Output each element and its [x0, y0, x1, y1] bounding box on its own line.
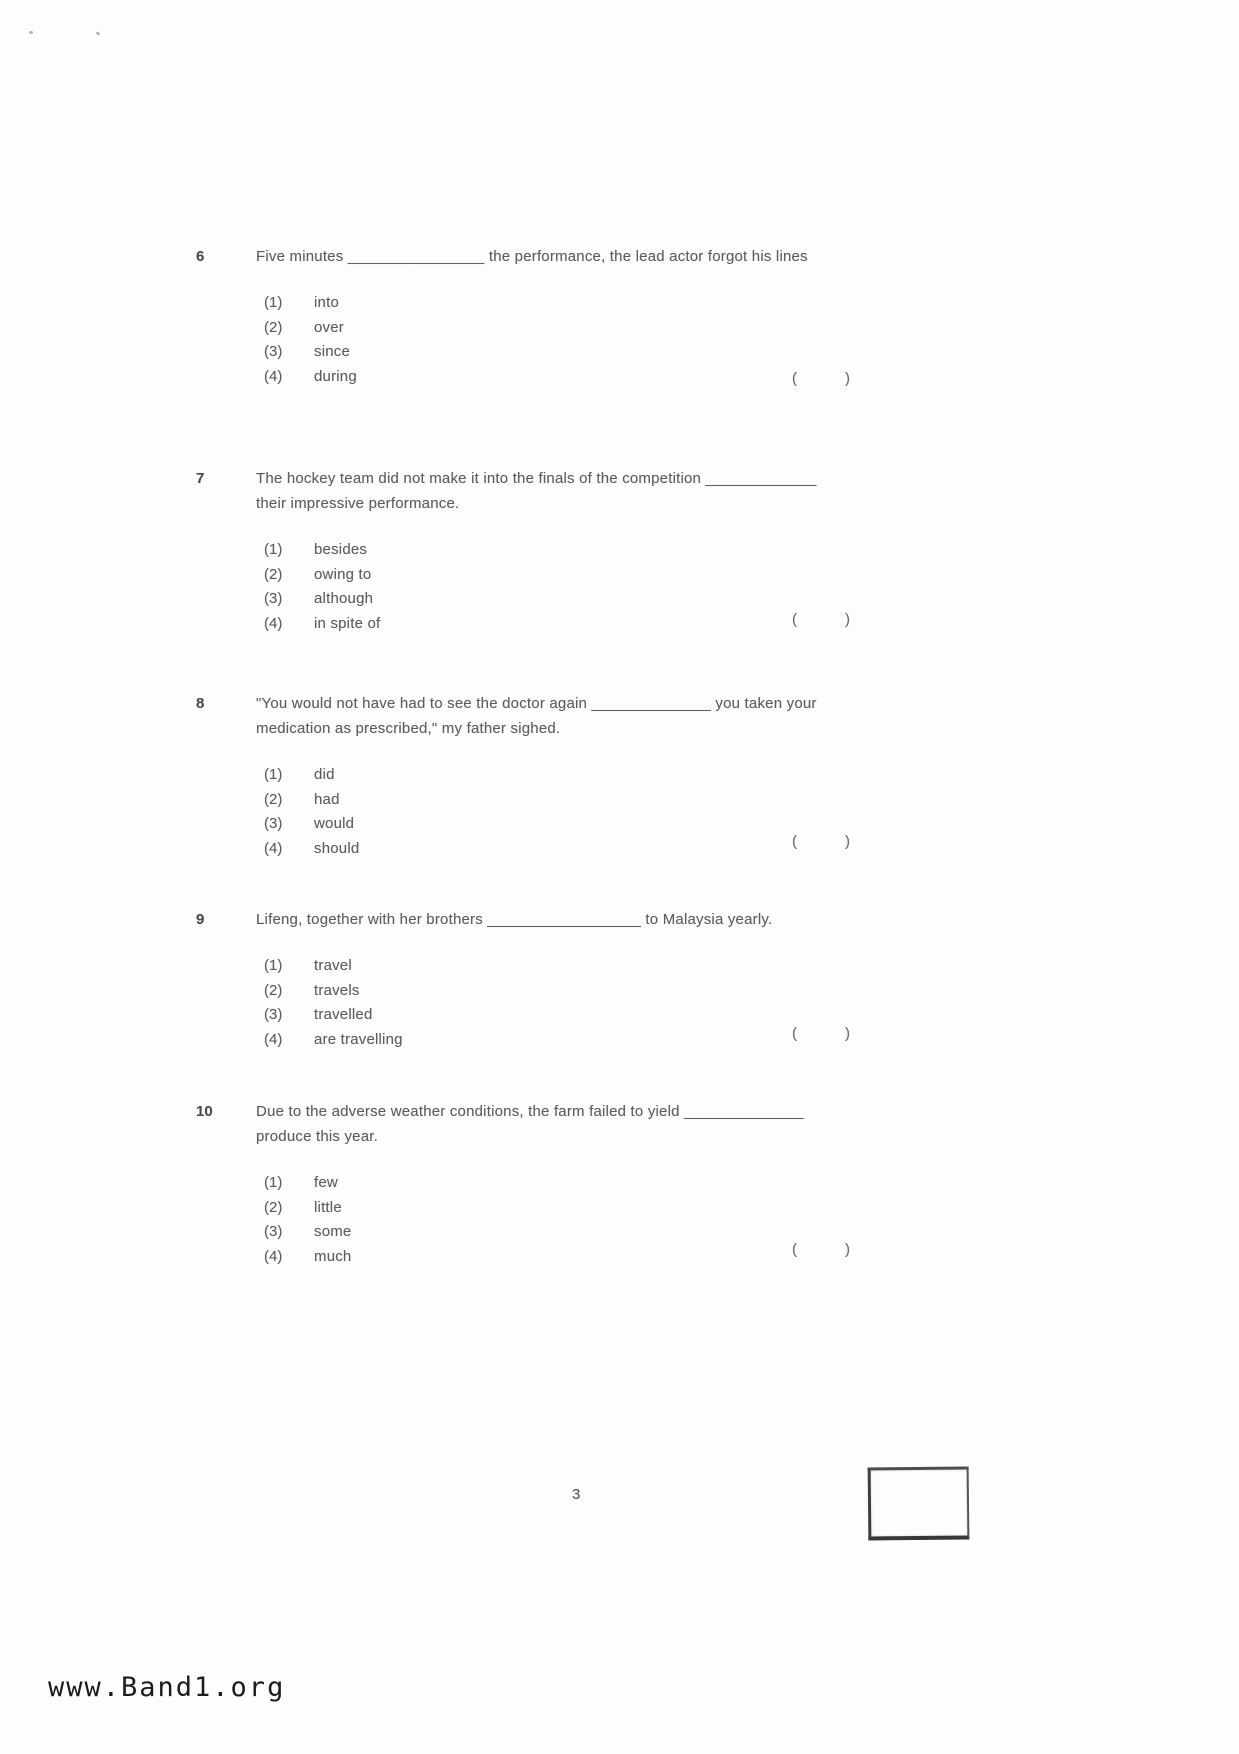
stem-line: medication as prescribed," my father sighed.: [256, 720, 561, 737]
answer-brackets: [792, 1237, 850, 1262]
option-row: [264, 1028, 986, 1053]
option-label: (2): [264, 1198, 283, 1216]
option-label: (2): [264, 790, 283, 808]
question-stem: [256, 466, 986, 516]
option-label: (2): [264, 565, 283, 583]
option-text: had: [314, 790, 340, 808]
option-text: owing to: [314, 565, 372, 583]
answer-brackets: [792, 366, 850, 391]
option-label: (1): [264, 541, 283, 558]
option-label: (4): [264, 367, 283, 385]
option-row: [264, 1220, 986, 1245]
options-list: [264, 1171, 986, 1269]
question-stem: [256, 691, 986, 741]
option-row: [264, 979, 986, 1004]
question-number: 7: [196, 470, 205, 487]
option-label: (1): [264, 766, 283, 783]
option-text: travelled: [314, 1006, 373, 1023]
option-row: [264, 812, 986, 837]
options-list: [264, 954, 986, 1052]
question-6: [196, 244, 986, 389]
option-text: although: [314, 590, 374, 607]
option-row: [264, 763, 986, 788]
question-10: [196, 1099, 986, 1269]
option-text: little: [314, 1198, 342, 1216]
option-text: did: [314, 766, 335, 783]
option-text: are travelling: [314, 1030, 403, 1048]
option-row: [264, 340, 986, 365]
option-row: [264, 837, 986, 862]
stem-line: produce this year.: [256, 1128, 379, 1145]
option-text: since: [314, 343, 351, 360]
option-text: much: [314, 1247, 352, 1265]
option-text: travels: [314, 981, 360, 999]
option-text: during: [314, 367, 357, 385]
option-label: (1): [264, 294, 283, 311]
stem-line: Due to the adverse weather conditions, the farm failed to yield ______________: [256, 1103, 804, 1120]
option-label: (4): [264, 614, 283, 632]
option-label: (3): [264, 1006, 283, 1023]
option-text: travel: [314, 957, 352, 974]
bracket-close-paren: ): [845, 1241, 850, 1258]
answer-brackets: [792, 607, 850, 632]
question-number: 10: [196, 1103, 213, 1120]
option-text: over: [314, 318, 344, 336]
option-text: few: [314, 1174, 338, 1191]
option-row: [264, 316, 986, 341]
scan-speck: [29, 31, 33, 34]
option-row: [264, 563, 986, 588]
option-label: (3): [264, 343, 283, 360]
bracket-open-paren: (: [792, 1025, 797, 1042]
option-label: (4): [264, 1247, 283, 1265]
question-stem: [256, 907, 986, 932]
options-list: [264, 763, 986, 861]
question-9: [196, 907, 986, 1052]
question-7: [196, 466, 986, 636]
question-number: 8: [196, 695, 205, 712]
page-number: 3: [572, 1486, 581, 1503]
option-label: (2): [264, 318, 283, 336]
option-label: (3): [264, 815, 283, 832]
option-row: [264, 291, 986, 316]
option-label: (4): [264, 839, 283, 857]
option-text: should: [314, 839, 360, 857]
question-stem: [256, 1099, 986, 1149]
stem-line: The hockey team did not make it into the finals of the competition _____________: [256, 470, 817, 487]
option-label: (3): [264, 590, 283, 607]
question-number: 9: [196, 911, 205, 928]
option-text: besides: [314, 541, 368, 558]
option-text: in spite of: [314, 614, 381, 632]
option-label: (1): [264, 1174, 283, 1191]
stem-line: "You would not have had to see the doctor again ______________ you taken your: [256, 695, 817, 712]
bracket-close-paren: ): [845, 833, 850, 850]
bracket-close-paren: ): [845, 1025, 850, 1042]
option-row: [264, 788, 986, 813]
scan-speck: [96, 31, 101, 36]
option-row: [264, 1003, 986, 1028]
option-row: [264, 538, 986, 563]
answer-brackets: [792, 829, 850, 854]
option-text: would: [314, 815, 355, 832]
score-box: [868, 1466, 970, 1540]
bracket-close-paren: ): [845, 611, 850, 628]
option-row: [264, 365, 986, 390]
option-row: [264, 954, 986, 979]
option-row: [264, 1196, 986, 1221]
bracket-open-paren: (: [792, 370, 797, 387]
option-row: [264, 587, 986, 612]
bracket-open-paren: (: [792, 1241, 797, 1258]
options-list: [264, 538, 986, 636]
option-row: [264, 1245, 986, 1270]
question-8: [196, 691, 986, 861]
option-row: [264, 612, 986, 637]
option-label: (4): [264, 1030, 283, 1048]
watermark-url: www.Band1.org: [48, 1672, 286, 1703]
option-text: into: [314, 294, 339, 311]
question-stem: [256, 244, 986, 269]
stem-line: their impressive performance.: [256, 495, 460, 512]
stem-line: Five minutes ________________ the performance, the lead actor forgot his lines: [256, 248, 808, 265]
option-label: (3): [264, 1223, 283, 1240]
option-label: (1): [264, 957, 283, 974]
bracket-open-paren: (: [792, 611, 797, 628]
bracket-open-paren: (: [792, 833, 797, 850]
answer-brackets: [792, 1021, 850, 1046]
question-number: 6: [196, 248, 205, 265]
stem-line: Lifeng, together with her brothers __________________ to Malaysia yearly.: [256, 911, 773, 928]
options-list: [264, 291, 986, 389]
bracket-close-paren: ): [845, 370, 850, 387]
option-label: (2): [264, 981, 283, 999]
option-row: [264, 1171, 986, 1196]
option-text: some: [314, 1223, 352, 1240]
